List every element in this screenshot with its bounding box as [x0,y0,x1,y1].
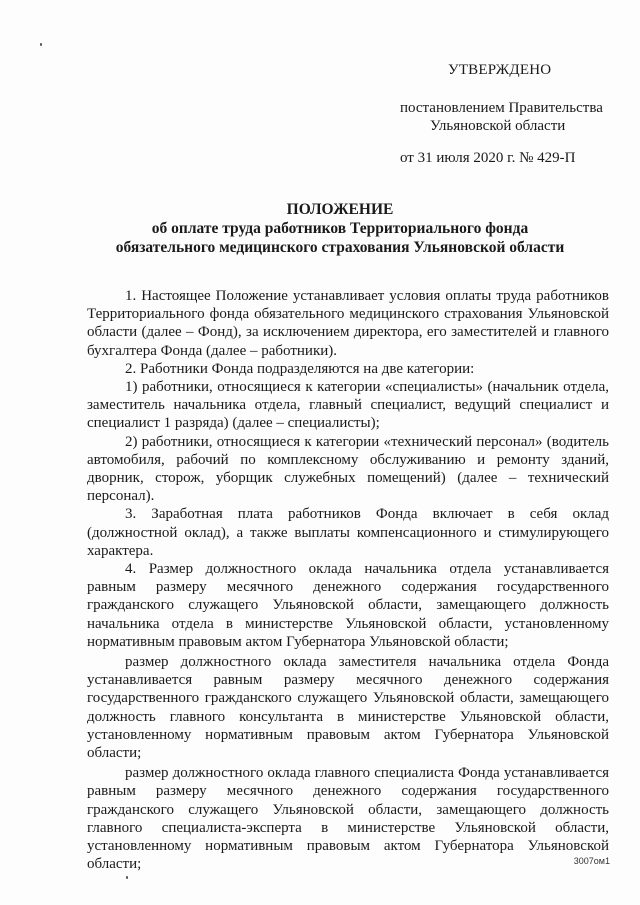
paragraph-3: 3. Заработная плата работников Фонда включает в себя оклад (должностной оклад), а также выплаты компенсационного и стимулирующего характера. [87,506,609,559]
scan-speck [40,43,42,46]
resolution-region: Ульяновской области [430,118,566,134]
resolution-line: постановлением Правительства [400,100,603,116]
document-body [87,287,609,874]
scan-speck [126,876,128,879]
paragraph-4: 4. Размер должностного оклада начальника отдела устанавливается равным размеру месячного денежного содержания государственного гражданского служащего Ульяновской области, замещающего должность начальника отдела в министерстве Ульяновской области, установленному нормативным правовым актом Губернатора Ульяновской области; [87,561,609,650]
paragraph-4-deputy-head: размер должностного оклада заместителя начальника отдела Фонда устанавливается равным размеру месячного денежного содержания государственного гражданского служащего Ульяновской области, замещающего должность главного консультанта в министерстве Ульяновской области, установленному нормативным правовым актом Губернатора Ульяновской области; [87,654,609,762]
heading-title: ПОЛОЖЕНИЕ [286,201,394,218]
paragraph-2-item-1: 1) работники, относящиеся к категории «специалисты» (начальник отдела, заместитель начальника отдела, главный специалист, ведущий специалист и специалист 1 разряда) (далее – специалисты); [87,379,609,432]
paragraph-4-chief-specialist: размер должностного оклада главного специалиста Фонда устанавливается равным размеру месячного денежного содержания государственного гражданского служащего Ульяновской области, замещающего должность главного специалиста-эксперта в министерстве Ульяновской области, установленному нормативным правовым актом Губернатора Ульяновской области; [87,765,609,873]
document-heading [90,200,590,257]
approved-title: УТВЕРЖДЕНО [448,62,552,78]
heading-subtitle-line2: обязательного медицинского страхования Ульяновской области [115,239,565,256]
document-code: 3007ом1 [573,856,610,866]
paragraph-2: 2. Работники Фонда подразделяются на две категории: [125,360,475,377]
paragraph-1: 1. Настоящее Положение устанавливает условия оплаты труда работников Территориального фонда обязательного медицинского страхования Ульяновской области (далее – Фонд), за исключением директора, его заместителей и главного бухгалтера Фонда (далее – работники). [87,288,609,359]
resolution-date-number: от 31 июля 2020 г. № 429-П [400,150,576,166]
heading-subtitle-line1: об оплате труда работников Территориального фонда [151,220,529,237]
paragraph-2-item-2: 2) работники, относящиеся к категории «технический персонал» (водитель автомобиля, рабочий по комплексному обслуживанию и ремонту зданий, дворник, сторож, уборщик служебных помещений) (далее – технический персонал). [87,433,609,505]
